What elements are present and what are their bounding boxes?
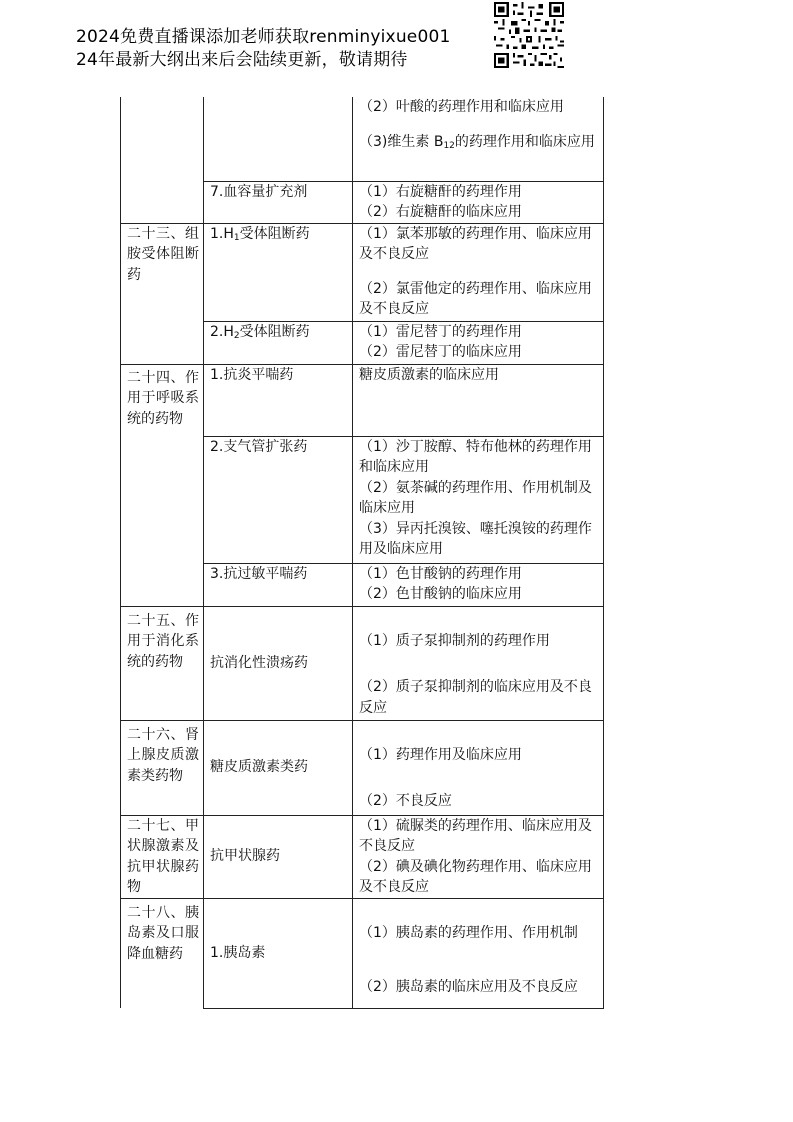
- drug-class-cell: [204, 321, 353, 364]
- content-line: （2）质子泵抑制剂的临床应用及不良反应: [359, 679, 592, 716]
- content-line: （1）胰岛素的药理作用、作用机制: [359, 924, 578, 941]
- drug-class-label: 抗甲状腺药: [210, 848, 280, 865]
- category-label: 二十三、组胺受体阻断药: [127, 225, 199, 283]
- drug-class-cell: [204, 181, 353, 223]
- drug-class-prefix: 2.H: [210, 323, 234, 340]
- category-cell: [121, 815, 204, 898]
- drug-class-label: 7.血容量扩充剂: [210, 183, 308, 200]
- content-cell: [353, 436, 604, 563]
- content-line: （2）色甘酸钠的临床应用: [359, 586, 522, 602]
- drug-class-cell: [204, 815, 353, 898]
- table-row: [121, 97, 604, 181]
- content-cell: [353, 223, 604, 321]
- drug-class-suffix: 受体阻断药: [239, 323, 310, 340]
- content-line: （1）右旋糖酐的药理作用: [359, 183, 522, 200]
- drug-class-prefix: 1.H: [210, 225, 234, 242]
- content-line: （1）氯苯那敏的药理作用、临床应用及不良反应: [359, 225, 592, 262]
- drug-class-cell: [204, 720, 353, 815]
- category-cell: [121, 898, 204, 1008]
- promo-banner: [76, 26, 451, 72]
- content-line: （1）沙丁胺醇、特布他林的药理作用和临床应用: [359, 438, 592, 475]
- content-cell: [353, 720, 604, 815]
- drug-class-cell: [204, 563, 353, 606]
- category-label: 二十四、作用于呼吸系统的药物: [127, 369, 199, 427]
- drug-class-cell: [204, 898, 353, 1008]
- drug-class-cell: [204, 223, 353, 321]
- drug-class-label: 1.胰岛素: [210, 944, 266, 961]
- table-row: [121, 815, 604, 898]
- content-line: （2）胰岛素的临床应用及不良反应: [359, 979, 578, 995]
- category-cell: [121, 181, 204, 223]
- content-line: （2）叶酸的药理作用和临床应用: [359, 99, 564, 115]
- content-cell: [353, 321, 604, 364]
- content-cell: [353, 97, 604, 181]
- subscript: 12: [443, 140, 455, 151]
- content-line: （3）异丙托溴铵、噻托溴铵的药理作用及临床应用: [359, 520, 592, 557]
- drug-class-label: 1.抗炎平喘药: [210, 366, 294, 383]
- content-line: （2）氨茶碱的药理作用、作用机制及临床应用: [359, 479, 592, 516]
- drug-class-cell: [204, 97, 353, 181]
- category-label: 二十六、肾上腺皮质激素类药物: [127, 726, 199, 784]
- content-cell: [353, 563, 604, 606]
- category-label: 二十五、作用于消化系统的药物: [127, 612, 199, 670]
- drug-class-suffix: 受体阻断药: [239, 225, 310, 242]
- content-line: 糖皮质激素的临床应用: [359, 366, 499, 383]
- content-suffix: 的药理作用和临床应用: [454, 133, 595, 150]
- content-line: （1）质子泵抑制剂的药理作用: [359, 632, 550, 649]
- table-row: [121, 223, 604, 321]
- promo-line-2: 24年最新大纲出来后会陆续更新，敬请期待: [76, 50, 408, 70]
- qr-code-icon: [494, 2, 564, 68]
- content-line: [359, 132, 599, 157]
- category-cell: [121, 97, 204, 181]
- category-cell: [121, 223, 204, 364]
- category-cell: [121, 720, 204, 815]
- category-cell: [121, 364, 204, 606]
- content-cell: [353, 898, 604, 1008]
- subscript: 1: [233, 232, 240, 243]
- promo-line-1: 2024免费直播课添加老师获取renminyixue001: [76, 27, 451, 47]
- drug-class-label: 抗消化性溃疡药: [210, 654, 308, 671]
- content-prefix: （3)维生素 B: [359, 133, 444, 150]
- category-label: 二十八、胰岛素及口服降血糖药: [127, 904, 199, 962]
- content-line: （1）药理作用及临床应用: [359, 746, 522, 763]
- content-line: （2）雷尼替丁的临床应用: [359, 344, 522, 360]
- category-label: 二十七、甲状腺激素及抗甲状腺药物: [127, 817, 199, 895]
- drug-class-label: 2.支气管扩张药: [210, 438, 308, 455]
- drug-class-cell: [204, 606, 353, 720]
- content-line: （2）不良反应: [359, 793, 452, 809]
- drug-class-cell: [204, 364, 353, 436]
- table-row: [121, 898, 604, 1008]
- content-line: （1）雷尼替丁的药理作用: [359, 323, 522, 340]
- table-row: [121, 364, 604, 436]
- table-row: [121, 181, 604, 223]
- drug-class-cell: [204, 436, 353, 563]
- drug-class-label: 3.抗过敏平喘药: [210, 565, 308, 582]
- table-row: [121, 606, 604, 720]
- category-cell: [121, 606, 204, 720]
- content-line: （1）硫脲类的药理作用、临床应用及不良反应: [359, 817, 592, 854]
- content-cell: [353, 606, 604, 720]
- content-cell: [353, 815, 604, 898]
- drug-class-label: 糖皮质激素类药: [210, 759, 308, 776]
- subscript: 2: [233, 330, 240, 341]
- syllabus-table: [120, 97, 604, 1009]
- content-cell: [353, 181, 604, 223]
- content-line: （1）色甘酸钠的药理作用: [359, 565, 522, 582]
- content-line: （2）氯雷他定的药理作用、临床应用及不良反应: [359, 280, 592, 317]
- table-row: [121, 720, 604, 815]
- content-line: （2）碘及碘化物药理作用、临床应用及不良反应: [359, 858, 592, 895]
- content-line: （2）右旋糖酐的临床应用: [359, 204, 522, 220]
- content-cell: [353, 364, 604, 436]
